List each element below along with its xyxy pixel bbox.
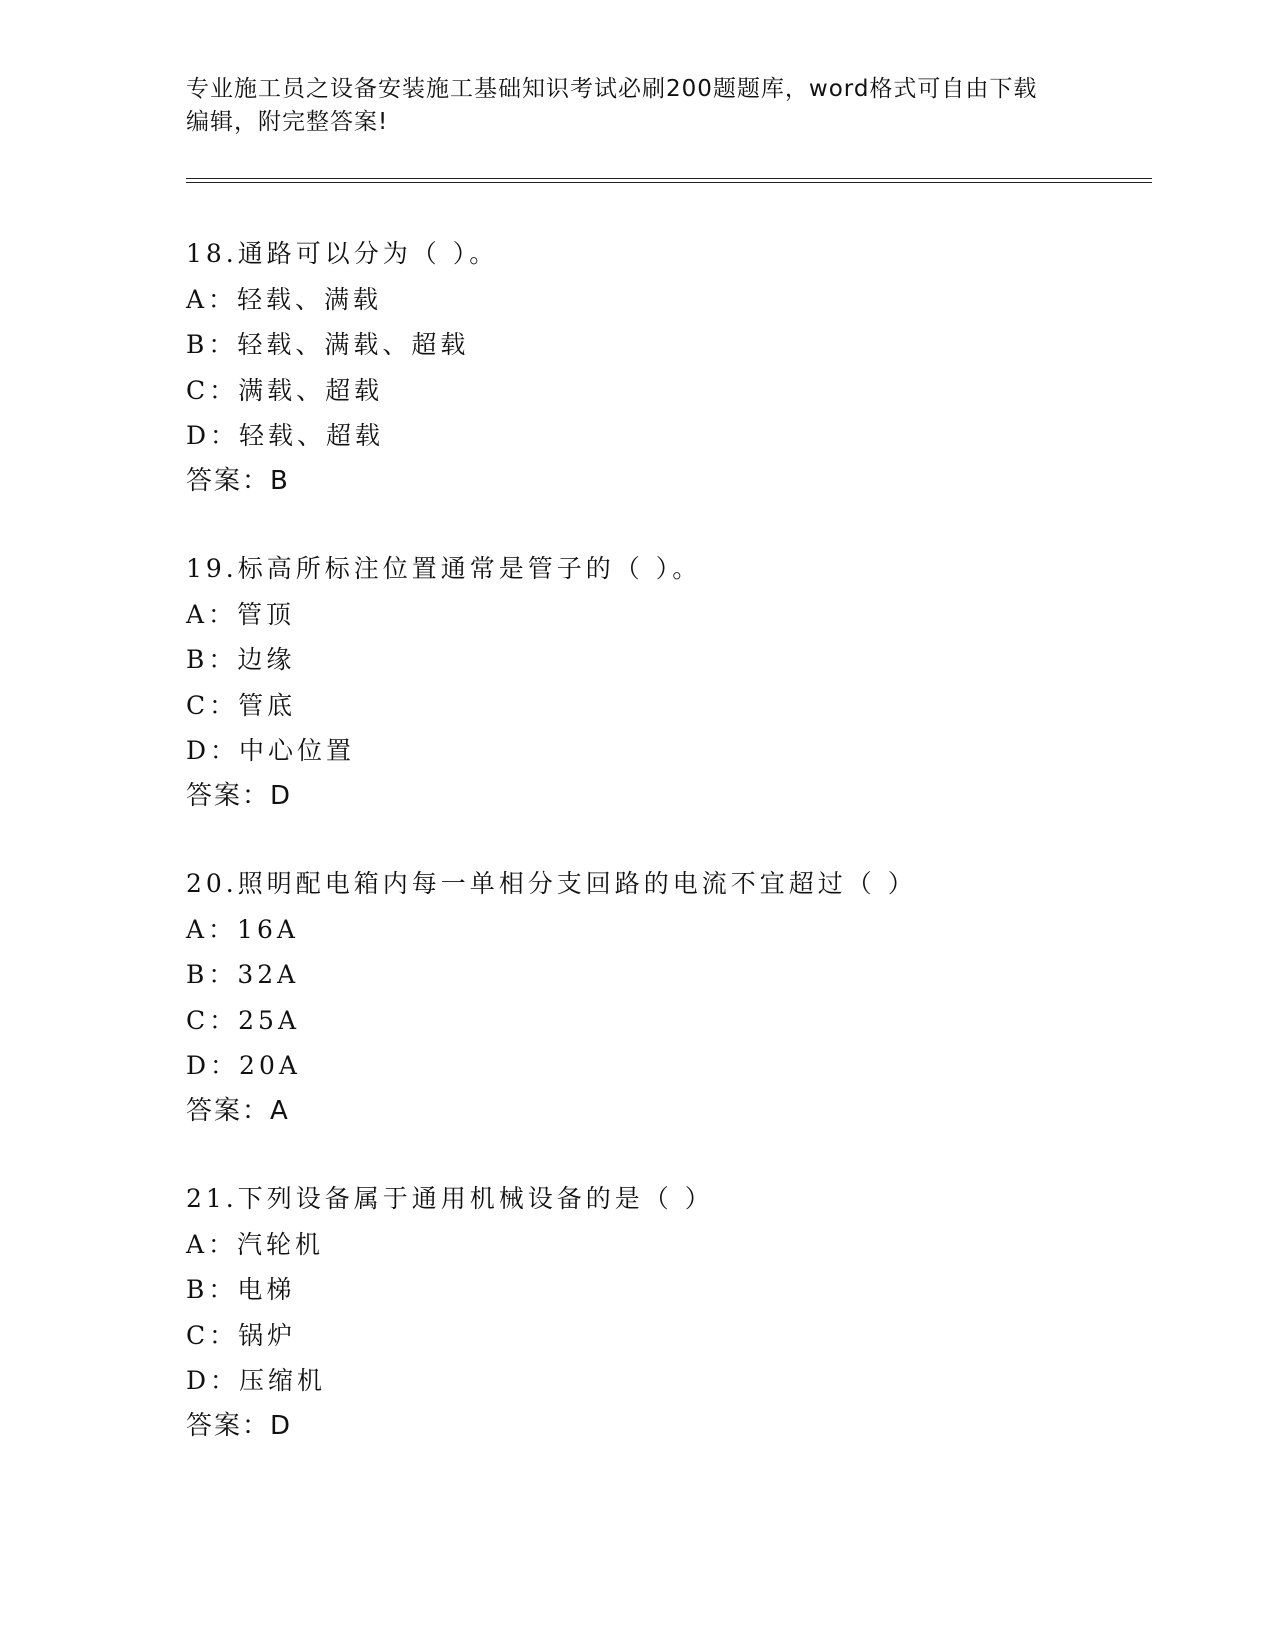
question-title: 20.照明配电箱内每一单相分支回路的电流不宜超过（ ） [186, 869, 917, 898]
question-20 [186, 861, 1146, 1134]
answer: 答案：D [186, 1410, 293, 1441]
option-a: A：管顶 [186, 599, 296, 629]
option-a: A：16A [186, 914, 299, 944]
answer: 答案：A [186, 1095, 290, 1126]
answer: 答案：D [186, 780, 293, 811]
option-c: C：25A [186, 1005, 300, 1035]
option-d: D：压缩机 [186, 1366, 327, 1395]
option-d: D：20A [186, 1051, 301, 1080]
option-d: D：轻载、超载 [186, 421, 385, 450]
option-c: C：满载、超载 [186, 375, 384, 405]
question-title: 21.下列设备属于通用机械设备的是（ ） [186, 1184, 714, 1213]
header-line-2: 编辑，附完整答案! [186, 109, 389, 135]
option-c: C：锅炉 [186, 1320, 297, 1350]
document-header [186, 73, 1086, 139]
question-18 [186, 231, 1146, 504]
header-divider-bottom [186, 182, 1152, 183]
answer: 答案：B [186, 465, 290, 496]
question-title: 18.通路可以分为（ ）。 [186, 239, 499, 268]
option-a: A：汽轮机 [186, 1229, 325, 1259]
header-divider-top [186, 178, 1152, 179]
option-b: B：电梯 [186, 1275, 296, 1304]
option-a: A：轻载、满载 [186, 284, 383, 314]
option-d: D：中心位置 [186, 736, 356, 765]
option-b: B：边缘 [186, 645, 296, 674]
question-21 [186, 1176, 1146, 1449]
option-b: B：32A [186, 960, 300, 989]
header-line-1: 专业施工员之设备安装施工基础知识考试必刷200题题库，word格式可自由下载 [186, 76, 1038, 102]
option-c: C：管底 [186, 690, 297, 720]
option-b: B：轻载、满载、超载 [186, 330, 470, 359]
question-title: 19.标高所标注位置通常是管子的（ ）。 [186, 554, 702, 583]
question-19 [186, 546, 1146, 819]
